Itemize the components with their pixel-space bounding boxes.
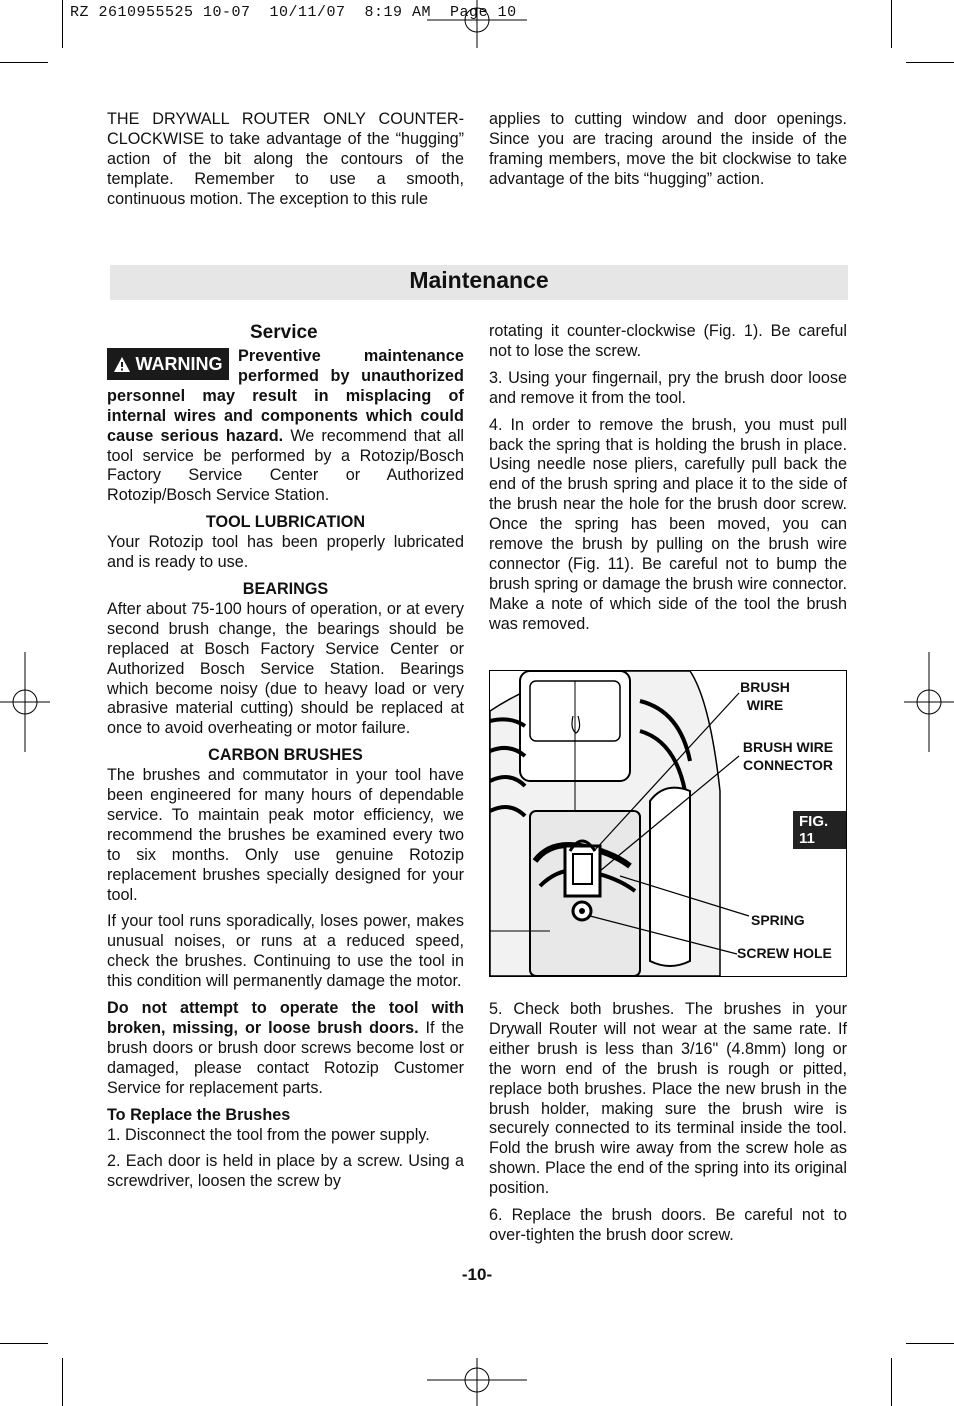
warning-label: WARNING <box>135 353 223 374</box>
crop-mark-tl-h <box>0 62 48 63</box>
replace-step-2: 2. Each door is held in place by a screw. Using a screwdriver, loosen the screw by <box>107 1152 464 1191</box>
crop-mark-tl-v <box>62 0 63 48</box>
crop-mark-tr-v <box>891 0 892 48</box>
tool-lubrication-heading: TOOL LUBRICATION <box>205 513 366 532</box>
service-heading: Service <box>250 322 318 343</box>
registration-mark-top <box>427 0 527 48</box>
crop-mark-br-v <box>891 1358 892 1406</box>
intro-right-text: applies to cutting window and door openings. Since you are tracing around the inside of the framing members, move the bit clockwise to take advantage of the bits “hugging” action. <box>489 110 847 188</box>
registration-mark-bottom <box>427 1358 527 1406</box>
carbon-brushes-p2: If your tool runs sporadically, loses power, makes unusual noises, or runs at a reduced speed, check the brushes. Continuing to use the tool in this condition will permanently damage the motor. <box>107 912 464 991</box>
label-brush-wire <box>735 678 795 714</box>
label-connector-line-1: BRUSH WIRE <box>742 739 834 755</box>
warning-bold-text: Preventive maintenance performed by unauthorized personnel may result in misplacing of internal wires and components which could cause serious hazard. <box>107 347 464 445</box>
page-number: -10- <box>461 1265 493 1284</box>
figure-tag: FIG. 11 <box>793 811 846 849</box>
label-connector-line-2: CONNECTOR <box>743 757 833 773</box>
section-title: Maintenance <box>409 267 549 293</box>
registration-mark-right <box>904 652 954 752</box>
section-header-band <box>110 265 848 300</box>
left-column <box>107 321 464 1192</box>
print-slug: RZ 2610955525 10-07 10/11/07 8:19 AM Page 10 <box>70 4 517 21</box>
label-brush-wire-connector <box>736 738 840 774</box>
replace-step-3: 3. Using your fingernail, pry the brush door loose and remove it from the tool. <box>489 368 847 407</box>
replace-step-5: 5. Check both brushes. The brushes in your Drywall Router will not wear at the same rate. If either brush is less than 3/16" (4.8mm) long or the worn end of the brush is rough or pitted, replace both brushes. Place the new brush in the brush holder, making sure the brush wire is securely connected to its terminal inside the tool. Fold the brush wire away from the screw hole as shown. Place the end of the spring into its original position. <box>489 1000 847 1198</box>
tool-lubrication-text: Your Rotozip tool has been properly lubricated and is ready to use. <box>107 533 464 572</box>
carbon-brushes-p3-text: If the brush doors or brush door screws become lost or damaged, please contact Rotozip Customer Service for replacement parts. <box>107 1019 464 1097</box>
right-column-bottom <box>489 1000 847 1246</box>
label-screw-hole: SCREW HOLE <box>737 945 832 961</box>
service-warning-paragraph <box>107 347 464 506</box>
bearings-heading: BEARINGS <box>242 579 329 598</box>
bearings-text: After about 75-100 hours of operation, or at every second brush change, the bearings should be replaced at Bosch Factory Service Center or Authorized Bosch Service Station. Bearings which become noisy (due to heavy load or very abrasive material cutting) should be replaced at once to avoid overheating or motor failure. <box>107 599 464 738</box>
figure-11 <box>489 670 847 977</box>
label-brush-wire-line-2: WIRE <box>746 697 784 713</box>
replace-step-4: 4. In order to remove the brush, you must pull back the spring that is holding the brush in place. Using needle nose pliers, carefully pull back the end of the brush spring and place it to the side of the brush near the hole for the brush door screw. Once the spring has been moved, you can remove the brush by pulling on the brush wire connector (Fig. 11). Be careful not to bump the brush spring or damage the brush wire connector. Make a note of which side of the tool the brush was removed. <box>489 415 847 633</box>
replace-step-2-continued: rotating it counter-clockwise (Fig. 1). Be careful not to lose the screw. <box>489 322 847 360</box>
crop-mark-bl-h <box>0 1343 48 1344</box>
replace-heading: To Replace the Brushes <box>107 1105 291 1124</box>
carbon-brushes-p1: The brushes and commutator in your tool have been engineered for many hours of dependable service. To maintain peak motor efficiency, we recommend the brushes be examined every two to six months. Only use genuine Rotozip replacement brushes specially designed for your tool. <box>107 766 464 904</box>
replace-step-1: 1. Disconnect the tool from the power supply. <box>107 1125 430 1144</box>
label-brush-wire-line-1: BRUSH <box>740 679 790 695</box>
replace-step-6: 6. Replace the brush doors. Be careful not to over-tighten the brush door screw. <box>489 1206 847 1244</box>
intro-right-column <box>489 110 847 190</box>
carbon-brushes-p3-bold: Do not attempt to operate the tool with broken, missing, or loose brush doors. <box>107 999 464 1037</box>
carbon-brushes-p3 <box>107 999 464 1099</box>
crop-mark-br-h <box>906 1343 954 1344</box>
label-spring: SPRING <box>751 912 805 928</box>
warning-body-text: We recommend that all tool service be performed by a Rotozip/Bosch Factory Service Center or Authorized Rotozip/Bosch Service Station. <box>107 426 465 505</box>
carbon-brushes-heading: CARBON BRUSHES <box>208 746 363 765</box>
intro-left-text: THE DRYWALL ROUTER ONLY COUNTER-CLOCKWISE to take advantage of the “hugging” action of the bit along the contours of the template. Remember to use a smooth, continuous motion. The exception to this rule <box>107 110 464 208</box>
crop-mark-tr-h <box>906 62 954 63</box>
registration-mark-left <box>0 652 50 752</box>
crop-mark-bl-v <box>62 1358 63 1406</box>
intro-left-column <box>107 110 464 210</box>
right-column-top <box>489 322 847 635</box>
